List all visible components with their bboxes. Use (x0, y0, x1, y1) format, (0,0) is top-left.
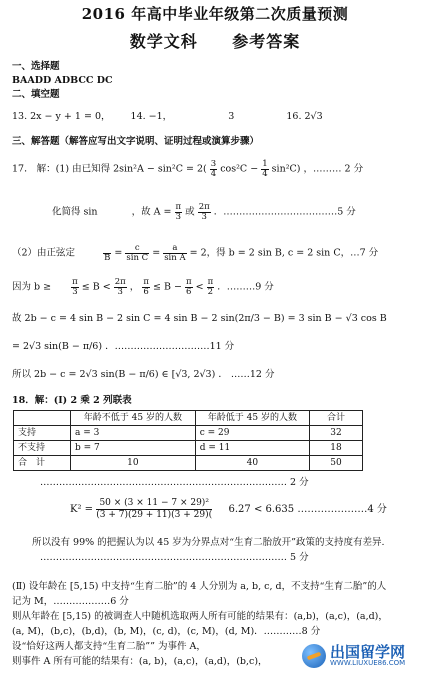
q17-line3: （2）由正弦定 B = $\frac{c}{\text{sin C}}$ = $\frac{a}{\text{sin A}}$ = 2，得 b = 2 sin B, c = 2 sin C，…7 分 (12, 243, 379, 263)
table-cell: 合 计 (14, 456, 71, 471)
table-cell: d = 11 (195, 441, 309, 456)
q18-part2-line4: (a, M)，(b,c)，(b,d)，(b, M)，(c, d)，(c, M)，(d, M)．…………8 分 (12, 626, 321, 637)
table-header-cell: 合计 (310, 411, 363, 426)
q18-intro: 18．解：(Ⅰ) 2 乘 2 列联表 (12, 395, 132, 406)
table-cell: 支持 (14, 426, 71, 441)
table-cell: b = 7 (71, 441, 196, 456)
table-cell: 40 (195, 456, 309, 471)
section2-heading: 二、填空题 (12, 89, 60, 100)
table-cell: a = 3 (71, 426, 196, 441)
q18-part2-line2: 记为 M，………………6 分 (12, 596, 129, 607)
answer-15: 3 (228, 111, 235, 122)
q17-line4: 因为 b ≥ $\frac{\pi}{3}$ ≤ B < $\frac{2\pi}{3}$ ， $\frac{\pi}{6}$ ≤ B − $\frac{\pi}{6}$ < $\frac{\pi}{2}$ ．………9 分 (12, 277, 274, 297)
section1-heading: 一、选择题 (12, 61, 60, 72)
answer-13: 13. 2x − y + 1 = 0， (12, 111, 111, 122)
table-row (14, 426, 363, 441)
table-cell: 10 (71, 456, 196, 471)
section3-heading: 三、解答题（解答应写出文字说明、证明过程或演算步骤） (12, 136, 260, 147)
table-header-cell (14, 411, 71, 426)
q18-part2-line6: 则事件 A 所有可能的结果有：(a, b)，(a,c)，(a,d)，(b,c)， (12, 656, 268, 667)
q18-part2-line3: 则从年龄在 [5,15) 的被调查人中随机选取两人所有可能的结果有：(a,b)，(a,c)，(a,d)， (12, 611, 388, 622)
table-header-cell: 年龄低于 45 岁的人数 (195, 411, 309, 426)
table-header-row (14, 411, 363, 426)
globe-icon (302, 644, 326, 668)
q18-part2-line5: 设“恰好这两人都支持“生育二胎”” 为事件 A， (12, 641, 206, 652)
section1-answers: BAADD ADBCC DC (12, 75, 113, 86)
fill-in-answers (12, 112, 323, 123)
answer-14: 14. −1， (130, 111, 173, 122)
table-row (14, 456, 363, 471)
q18-conclusion: 所以没有 99% 的把握认为以 45 岁为分界点对“生育二胎放开”政策的支持度有差异. (32, 537, 385, 548)
q17-line2: 化简得 sin ，故 A = $\frac{\pi}{3}$ 或 $\frac{2\pi}{3}$ ．………………………………5 分 (52, 202, 356, 222)
logo-name: 出国留学网 (330, 643, 406, 661)
table-cell: 32 (310, 426, 363, 441)
q18-part2-line1: (Ⅱ) 设年龄在 [5,15) 中支持“生育二胎”的 4 人分别为 a, b, c, d，不支持“生育二胎”的人 (12, 581, 387, 592)
contingency-table (13, 410, 363, 471)
q18-score-2: …………………………………………………………………… 2 分 (40, 477, 309, 488)
table-cell: 不支持 (14, 441, 71, 456)
logo-url: WWW.LIUXUE86.COM (330, 659, 406, 667)
table-cell: 50 (310, 456, 363, 471)
table-cell: c = 29 (195, 426, 309, 441)
q17-line1: 17． 解：(1) 由已知得 2sin²A − sin²C = 2( $\frac{3}{4}$ cos²C − $\frac{1}{4}$ sin²C) ，……… 2 分 (12, 159, 364, 179)
table-header-cell: 年龄不低于 45 岁的人数 (71, 411, 196, 426)
chi-square-formula: K² = $\frac{\text{50 × (3 × 11 − 7 × 29)²}}{(3 + 7)(29 + 11)(3 + 29)(}$ 6.27 < 6.635 …………………4 分 (70, 498, 387, 520)
table-row (14, 441, 363, 456)
document-type: 参考答案 (232, 32, 301, 51)
q17-line6: = 2√3 sin(B − π/6) ．…………………………11 分 (12, 341, 235, 352)
q17-line5: 故 2b − c = 4 sin B − 2 sin C = 4 sin B − 2 sin(2π/3 − B) = 3 sin B − √3 cos B (12, 313, 387, 324)
subject-title (0, 33, 430, 51)
answer-16: 16. 2√3 (286, 111, 323, 122)
site-logo (302, 642, 426, 670)
q17-line7: 所以 2b − c = 2√3 sin(B − π/6) ∈ [√3, 2√3) ． ……12 分 (12, 369, 275, 380)
table-cell: 18 (310, 441, 363, 456)
exam-title: 2016 年高中毕业年级第二次质量预测 (81, 5, 349, 23)
subject-name: 数学文科 (129, 32, 198, 51)
q18-score-5: …………………………………………………………………… 5 分 (40, 552, 309, 563)
